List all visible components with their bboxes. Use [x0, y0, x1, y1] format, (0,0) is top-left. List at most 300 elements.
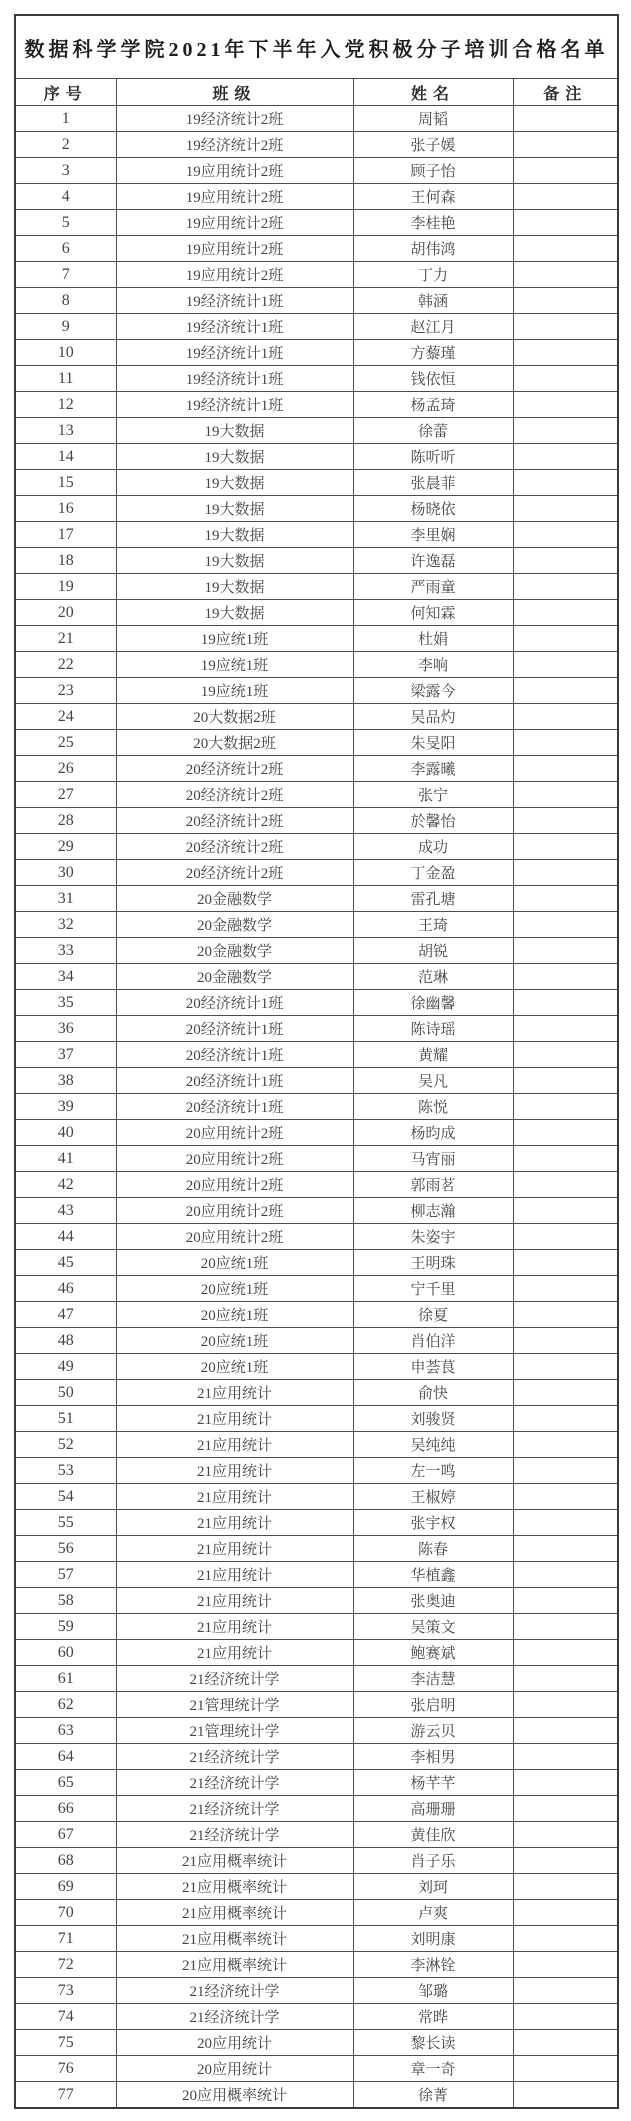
cell-no: 64 — [15, 1744, 116, 1770]
cell-class: 19应用统计2班 — [116, 262, 353, 288]
cell-name: 雷孔塘 — [353, 886, 513, 912]
table-row — [15, 1432, 618, 1458]
cell-no: 51 — [15, 1406, 116, 1432]
cell-name: 常晔 — [353, 2004, 513, 2030]
cell-remark — [513, 1354, 618, 1380]
cell-name: 黎长读 — [353, 2030, 513, 2056]
table-row — [15, 652, 618, 678]
cell-no: 54 — [15, 1484, 116, 1510]
cell-no: 62 — [15, 1692, 116, 1718]
column-header-name: 姓名 — [353, 79, 513, 106]
cell-no: 65 — [15, 1770, 116, 1796]
table-row — [15, 210, 618, 236]
cell-name: 刘珂 — [353, 1874, 513, 1900]
cell-name: 肖伯洋 — [353, 1328, 513, 1354]
cell-remark — [513, 496, 618, 522]
cell-no: 37 — [15, 1042, 116, 1068]
cell-name: 肖子乐 — [353, 1848, 513, 1874]
cell-no: 77 — [15, 2082, 116, 2109]
cell-remark — [513, 392, 618, 418]
cell-name: 高珊珊 — [353, 1796, 513, 1822]
cell-remark — [513, 574, 618, 600]
cell-remark — [513, 2004, 618, 2030]
cell-name: 徐夏 — [353, 1302, 513, 1328]
cell-remark — [513, 1614, 618, 1640]
cell-class: 21经济统计学 — [116, 1796, 353, 1822]
table-row — [15, 236, 618, 262]
cell-name: 刘明康 — [353, 1926, 513, 1952]
cell-name: 丁力 — [353, 262, 513, 288]
cell-remark — [513, 1848, 618, 1874]
cell-no: 4 — [15, 184, 116, 210]
cell-remark — [513, 1458, 618, 1484]
cell-no: 2 — [15, 132, 116, 158]
table-row — [15, 496, 618, 522]
cell-class: 19经济统计2班 — [116, 106, 353, 132]
cell-no: 6 — [15, 236, 116, 262]
table-row — [15, 1952, 618, 1978]
cell-class: 21管理统计学 — [116, 1718, 353, 1744]
cell-class: 20应统1班 — [116, 1276, 353, 1302]
cell-name: 马宵丽 — [353, 1146, 513, 1172]
cell-remark — [513, 1796, 618, 1822]
cell-class: 19应用统计2班 — [116, 210, 353, 236]
cell-class: 20应用统计2班 — [116, 1198, 353, 1224]
cell-class: 21经济统计学 — [116, 1666, 353, 1692]
cell-class: 20金融数学 — [116, 964, 353, 990]
cell-remark — [513, 1926, 618, 1952]
cell-class: 19大数据 — [116, 522, 353, 548]
cell-name: 陈春 — [353, 1536, 513, 1562]
cell-no: 22 — [15, 652, 116, 678]
cell-class: 21应用统计 — [116, 1432, 353, 1458]
cell-remark — [513, 210, 618, 236]
cell-no: 7 — [15, 262, 116, 288]
cell-name: 刘骏贤 — [353, 1406, 513, 1432]
cell-no: 30 — [15, 860, 116, 886]
cell-class: 19应统1班 — [116, 626, 353, 652]
cell-no: 52 — [15, 1432, 116, 1458]
table-row — [15, 314, 618, 340]
table-row — [15, 1302, 618, 1328]
cell-class: 21应用统计 — [116, 1588, 353, 1614]
table-row — [15, 1276, 618, 1302]
table-row — [15, 1822, 618, 1848]
cell-name: 周韬 — [353, 106, 513, 132]
cell-remark — [513, 1432, 618, 1458]
cell-no: 36 — [15, 1016, 116, 1042]
cell-no: 1 — [15, 106, 116, 132]
cell-no: 67 — [15, 1822, 116, 1848]
cell-no: 34 — [15, 964, 116, 990]
cell-no: 70 — [15, 1900, 116, 1926]
cell-remark — [513, 1562, 618, 1588]
table-row — [15, 1978, 618, 2004]
cell-class: 20经济统计1班 — [116, 1094, 353, 1120]
cell-class: 19大数据 — [116, 496, 353, 522]
cell-class: 21经济统计学 — [116, 1822, 353, 1848]
cell-no: 38 — [15, 1068, 116, 1094]
cell-name: 华植鑫 — [353, 1562, 513, 1588]
table-row — [15, 860, 618, 886]
title-row — [15, 15, 618, 79]
cell-class: 20应统1班 — [116, 1250, 353, 1276]
table-row — [15, 1588, 618, 1614]
table-row — [15, 1328, 618, 1354]
cell-remark — [513, 808, 618, 834]
table-row — [15, 1224, 618, 1250]
table-row — [15, 1406, 618, 1432]
cell-remark — [513, 470, 618, 496]
cell-remark — [513, 756, 618, 782]
cell-remark — [513, 1900, 618, 1926]
table-row — [15, 1146, 618, 1172]
cell-no: 20 — [15, 600, 116, 626]
cell-name: 李洁慧 — [353, 1666, 513, 1692]
cell-no: 31 — [15, 886, 116, 912]
cell-class: 19经济统计1班 — [116, 288, 353, 314]
cell-class: 19经济统计1班 — [116, 392, 353, 418]
cell-name: 李相男 — [353, 1744, 513, 1770]
cell-name: 卢爽 — [353, 1900, 513, 1926]
cell-remark — [513, 288, 618, 314]
cell-remark — [513, 236, 618, 262]
cell-remark — [513, 678, 618, 704]
cell-class: 21应用统计 — [116, 1510, 353, 1536]
cell-no: 24 — [15, 704, 116, 730]
cell-remark — [513, 652, 618, 678]
cell-no: 55 — [15, 1510, 116, 1536]
table-row — [15, 1900, 618, 1926]
cell-remark — [513, 158, 618, 184]
cell-remark — [513, 2082, 618, 2109]
table-row — [15, 1068, 618, 1094]
cell-no: 47 — [15, 1302, 116, 1328]
cell-class: 20大数据2班 — [116, 704, 353, 730]
cell-name: 徐幽馨 — [353, 990, 513, 1016]
cell-class: 20应用统计2班 — [116, 1224, 353, 1250]
table-row — [15, 938, 618, 964]
cell-remark — [513, 444, 618, 470]
cell-class: 21经济统计学 — [116, 1978, 353, 2004]
table-row — [15, 418, 618, 444]
cell-class: 20应用统计2班 — [116, 1146, 353, 1172]
cell-class: 20应用统计 — [116, 2030, 353, 2056]
cell-remark — [513, 184, 618, 210]
cell-remark — [513, 1016, 618, 1042]
cell-name: 游云贝 — [353, 1718, 513, 1744]
cell-remark — [513, 1146, 618, 1172]
table-row — [15, 2030, 618, 2056]
cell-name: 吴策文 — [353, 1614, 513, 1640]
cell-name: 杨芊芊 — [353, 1770, 513, 1796]
cell-no: 13 — [15, 418, 116, 444]
table-row — [15, 1484, 618, 1510]
cell-no: 48 — [15, 1328, 116, 1354]
cell-name: 陈悦 — [353, 1094, 513, 1120]
cell-class: 19大数据 — [116, 574, 353, 600]
cell-class: 20经济统计2班 — [116, 834, 353, 860]
cell-class: 21经济统计学 — [116, 1770, 353, 1796]
cell-name: 胡锐 — [353, 938, 513, 964]
cell-class: 21应用概率统计 — [116, 1952, 353, 1978]
cell-name: 梁露今 — [353, 678, 513, 704]
cell-name: 严雨童 — [353, 574, 513, 600]
cell-remark — [513, 1302, 618, 1328]
cell-remark — [513, 1068, 618, 1094]
cell-name: 王椒婷 — [353, 1484, 513, 1510]
cell-name: 吴品灼 — [353, 704, 513, 730]
cell-remark — [513, 1120, 618, 1146]
table-row — [15, 1926, 618, 1952]
cell-no: 73 — [15, 1978, 116, 2004]
cell-no: 59 — [15, 1614, 116, 1640]
table-row — [15, 1536, 618, 1562]
table-row — [15, 1614, 618, 1640]
table-row — [15, 782, 618, 808]
cell-remark — [513, 2056, 618, 2082]
cell-name: 杨孟琦 — [353, 392, 513, 418]
cell-no: 56 — [15, 1536, 116, 1562]
cell-name: 丁金盈 — [353, 860, 513, 886]
cell-no: 66 — [15, 1796, 116, 1822]
table-row — [15, 1354, 618, 1380]
cell-remark — [513, 964, 618, 990]
cell-class: 20经济统计1班 — [116, 1042, 353, 1068]
table-row — [15, 2082, 618, 2109]
table-row — [15, 548, 618, 574]
cell-class: 21应用统计 — [116, 1406, 353, 1432]
cell-name: 范琳 — [353, 964, 513, 990]
table-row — [15, 2004, 618, 2030]
cell-class: 19应统1班 — [116, 652, 353, 678]
cell-remark — [513, 1666, 618, 1692]
table-row — [15, 392, 618, 418]
table-row — [15, 1380, 618, 1406]
cell-remark — [513, 1640, 618, 1666]
cell-no: 40 — [15, 1120, 116, 1146]
cell-name: 成功 — [353, 834, 513, 860]
table-row — [15, 756, 618, 782]
cell-remark — [513, 262, 618, 288]
cell-remark — [513, 106, 618, 132]
cell-no: 12 — [15, 392, 116, 418]
cell-class: 21应用统计 — [116, 1380, 353, 1406]
table-row — [15, 1250, 618, 1276]
table-row — [15, 2056, 618, 2082]
table-row — [15, 912, 618, 938]
cell-name: 张奥迪 — [353, 1588, 513, 1614]
cell-class: 21应用统计 — [116, 1484, 353, 1510]
cell-class: 21经济统计学 — [116, 2004, 353, 2030]
cell-name: 李淋铨 — [353, 1952, 513, 1978]
table-row — [15, 444, 618, 470]
table-row — [15, 730, 618, 756]
cell-class: 21管理统计学 — [116, 1692, 353, 1718]
cell-no: 53 — [15, 1458, 116, 1484]
cell-no: 8 — [15, 288, 116, 314]
cell-name: 宁千里 — [353, 1276, 513, 1302]
cell-remark — [513, 1744, 618, 1770]
cell-remark — [513, 314, 618, 340]
cell-remark — [513, 1536, 618, 1562]
cell-no: 10 — [15, 340, 116, 366]
cell-class: 19经济统计1班 — [116, 314, 353, 340]
cell-class: 19大数据 — [116, 418, 353, 444]
cell-name: 张启明 — [353, 1692, 513, 1718]
cell-name: 黄佳欣 — [353, 1822, 513, 1848]
page-title: 数据科学学院2021年下半年入党积极分子培训合格名单 — [15, 15, 618, 79]
cell-remark — [513, 1718, 618, 1744]
cell-name: 徐菁 — [353, 2082, 513, 2109]
cell-no: 16 — [15, 496, 116, 522]
cell-class: 19应用统计2班 — [116, 184, 353, 210]
table-row — [15, 886, 618, 912]
cell-no: 76 — [15, 2056, 116, 2082]
cell-no: 26 — [15, 756, 116, 782]
cell-no: 9 — [15, 314, 116, 340]
cell-class: 21应用概率统计 — [116, 1848, 353, 1874]
cell-class: 21应用统计 — [116, 1640, 353, 1666]
table-row — [15, 1718, 618, 1744]
cell-remark — [513, 1042, 618, 1068]
cell-no: 33 — [15, 938, 116, 964]
table-row — [15, 470, 618, 496]
cell-remark — [513, 522, 618, 548]
cell-class: 20应统1班 — [116, 1328, 353, 1354]
cell-no: 17 — [15, 522, 116, 548]
cell-class: 20金融数学 — [116, 938, 353, 964]
cell-name: 韩涵 — [353, 288, 513, 314]
table-row — [15, 1666, 618, 1692]
cell-no: 18 — [15, 548, 116, 574]
cell-no: 5 — [15, 210, 116, 236]
column-header-no: 序号 — [15, 79, 116, 106]
cell-remark — [513, 1978, 618, 2004]
cell-remark — [513, 1380, 618, 1406]
cell-name: 柳志瀚 — [353, 1198, 513, 1224]
cell-name: 吴凡 — [353, 1068, 513, 1094]
cell-no: 45 — [15, 1250, 116, 1276]
cell-remark — [513, 340, 618, 366]
cell-class: 20金融数学 — [116, 912, 353, 938]
cell-remark — [513, 366, 618, 392]
cell-name: 张宁 — [353, 782, 513, 808]
table-row — [15, 1120, 618, 1146]
cell-no: 61 — [15, 1666, 116, 1692]
cell-name: 朱姿宇 — [353, 1224, 513, 1250]
table-row — [15, 834, 618, 860]
cell-class: 19应用统计2班 — [116, 236, 353, 262]
table-row — [15, 600, 618, 626]
cell-name: 陈听听 — [353, 444, 513, 470]
cell-remark — [513, 132, 618, 158]
cell-name: 赵江月 — [353, 314, 513, 340]
cell-class: 20应统1班 — [116, 1354, 353, 1380]
column-header-remark: 备注 — [513, 79, 618, 106]
cell-class: 20经济统计2班 — [116, 860, 353, 886]
table-row — [15, 184, 618, 210]
cell-no: 50 — [15, 1380, 116, 1406]
column-header-class: 班级 — [116, 79, 353, 106]
cell-name: 王何森 — [353, 184, 513, 210]
table-row — [15, 574, 618, 600]
cell-remark — [513, 1952, 618, 1978]
cell-no: 75 — [15, 2030, 116, 2056]
cell-remark — [513, 1588, 618, 1614]
cell-name: 王明珠 — [353, 1250, 513, 1276]
cell-no: 57 — [15, 1562, 116, 1588]
cell-no: 41 — [15, 1146, 116, 1172]
cell-no: 39 — [15, 1094, 116, 1120]
cell-remark — [513, 1276, 618, 1302]
table-row — [15, 522, 618, 548]
cell-class: 21应用概率统计 — [116, 1874, 353, 1900]
table-row — [15, 1510, 618, 1536]
cell-class: 21应用概率统计 — [116, 1900, 353, 1926]
cell-remark — [513, 912, 618, 938]
table-row — [15, 340, 618, 366]
cell-no: 58 — [15, 1588, 116, 1614]
cell-no: 71 — [15, 1926, 116, 1952]
cell-remark — [513, 782, 618, 808]
cell-class: 19经济统计2班 — [116, 132, 353, 158]
cell-no: 15 — [15, 470, 116, 496]
cell-class: 20应用统计2班 — [116, 1172, 353, 1198]
cell-class: 19应用统计2班 — [116, 158, 353, 184]
cell-class: 21应用统计 — [116, 1458, 353, 1484]
table-row — [15, 678, 618, 704]
cell-class: 20经济统计2班 — [116, 808, 353, 834]
table-row — [15, 1874, 618, 1900]
cell-no: 29 — [15, 834, 116, 860]
cell-name: 许逸磊 — [353, 548, 513, 574]
cell-name: 黄耀 — [353, 1042, 513, 1068]
cell-no: 23 — [15, 678, 116, 704]
cell-class: 19大数据 — [116, 548, 353, 574]
cell-no: 44 — [15, 1224, 116, 1250]
cell-remark — [513, 1874, 618, 1900]
cell-class: 19大数据 — [116, 470, 353, 496]
cell-name: 何知霖 — [353, 600, 513, 626]
cell-class: 19应统1班 — [116, 678, 353, 704]
cell-name: 杨昀成 — [353, 1120, 513, 1146]
cell-remark — [513, 938, 618, 964]
cell-class: 19大数据 — [116, 444, 353, 470]
cell-no: 32 — [15, 912, 116, 938]
table-row — [15, 1198, 618, 1224]
cell-no: 28 — [15, 808, 116, 834]
table-row — [15, 1458, 618, 1484]
cell-remark — [513, 1198, 618, 1224]
table-row — [15, 1796, 618, 1822]
cell-class: 20经济统计2班 — [116, 782, 353, 808]
table-row — [15, 158, 618, 184]
cell-remark — [513, 834, 618, 860]
cell-no: 60 — [15, 1640, 116, 1666]
table-row — [15, 626, 618, 652]
cell-name: 杜娟 — [353, 626, 513, 652]
cell-no: 19 — [15, 574, 116, 600]
cell-class: 19经济统计1班 — [116, 366, 353, 392]
cell-class: 20应用统计 — [116, 2056, 353, 2082]
cell-remark — [513, 704, 618, 730]
cell-remark — [513, 1172, 618, 1198]
table-row — [15, 1042, 618, 1068]
cell-no: 21 — [15, 626, 116, 652]
table-row — [15, 106, 618, 132]
cell-name: 章一奇 — [353, 2056, 513, 2082]
